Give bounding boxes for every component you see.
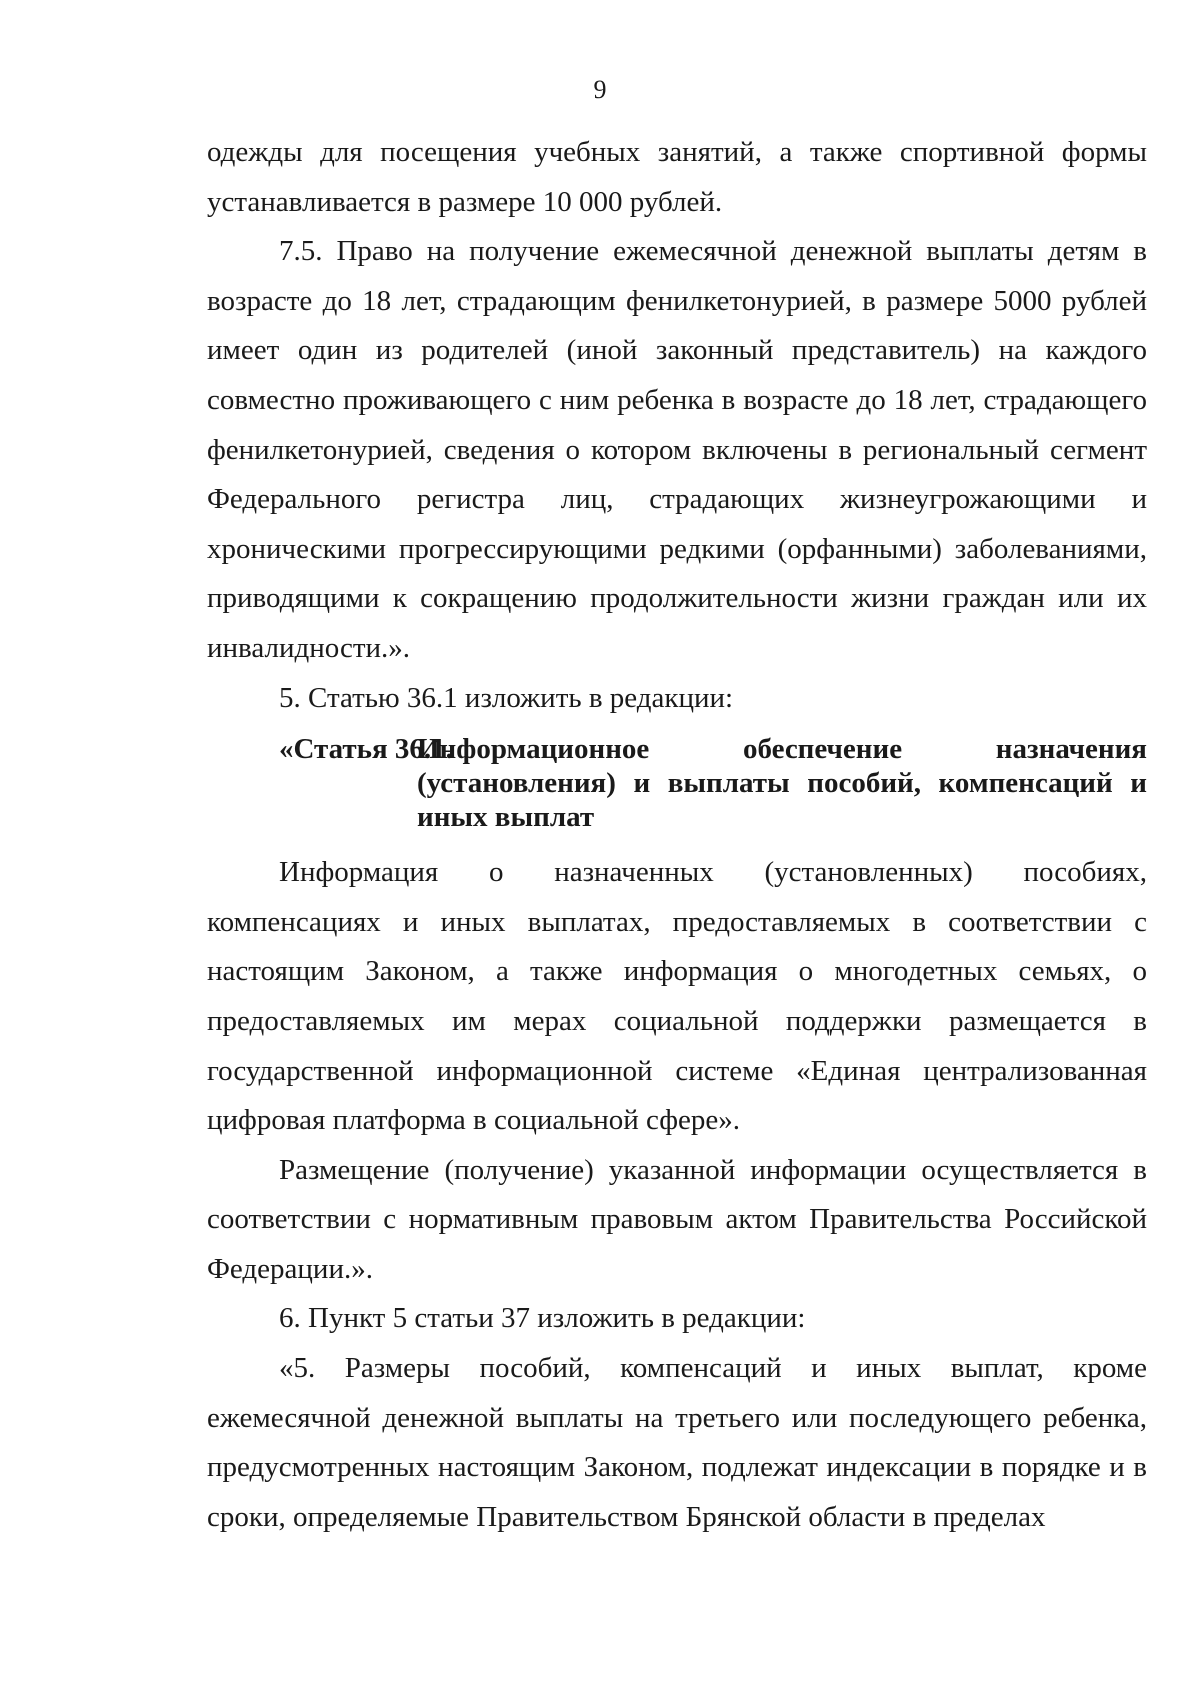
- paragraph-item-5: 5. Статью 36.1 изложить в редакции:: [279, 681, 734, 714]
- article-title: Информационное обеспечение назначения (установления) и выплаты пособий, компенсаций и иных выплат: [417, 733, 1147, 834]
- article-number: «Статья 36.1.: [279, 733, 453, 766]
- page-number: 9: [593, 75, 607, 104]
- paragraph-7-5: 7.5. Право на получение ежемесячной денежной выплаты детям в возрасте до 18 лет, страдающим фенилкетонурией, в размере 5000 рублей имеет один из родителей (иной законный представитель) на каждого совместно проживающего с ним ребенка в возрасте до 18 лет, страдающего фенилкетонурией, сведения о котором включены в региональный сегмент Федерального регистра лиц, страдающих жизнеугрожающими и хроническими прогрессирующими редкими (орфанными) заболеваниями, приводящими к сокращению продолжительности жизни граждан или их инвалидности.».: [207, 235, 1147, 664]
- paragraph-article-placement: Размещение (получение) указанной информации осуществляется в соответствии с нормативным правовым актом Правительства Российской Федерации.».: [207, 1153, 1147, 1285]
- paragraph-item-6-text: «5. Размеры пособий, компенсаций и иных выплат, кроме ежемесячной денежной выплаты на третьего или последующего ребенка, предусмотренных настоящим Законом, подлежат индексации в порядке и в сроки, определяемые Правительством Брянской области в пределах: [207, 1352, 1147, 1533]
- paragraph-article-info: Информация о назначенных (установленных) пособиях, компенсациях и иных выплатах, предоставляемых в соответствии с настоящим Законом, а также информация о многодетных семьях, о предоставляемых им мерах социальной поддержки размещается в государственной информационной системе «Единая централизованная цифровая платформа в социальной сфере».: [207, 856, 1147, 1137]
- document-body: [207, 128, 1147, 1542]
- paragraph-continuation: одежды для посещения учебных занятий, а также спортивной формы устанавливается в размере 10 000 рублей.: [207, 136, 1147, 218]
- article-heading: [207, 732, 1147, 834]
- paragraph-item-6: 6. Пункт 5 статьи 37 изложить в редакции:: [279, 1302, 806, 1335]
